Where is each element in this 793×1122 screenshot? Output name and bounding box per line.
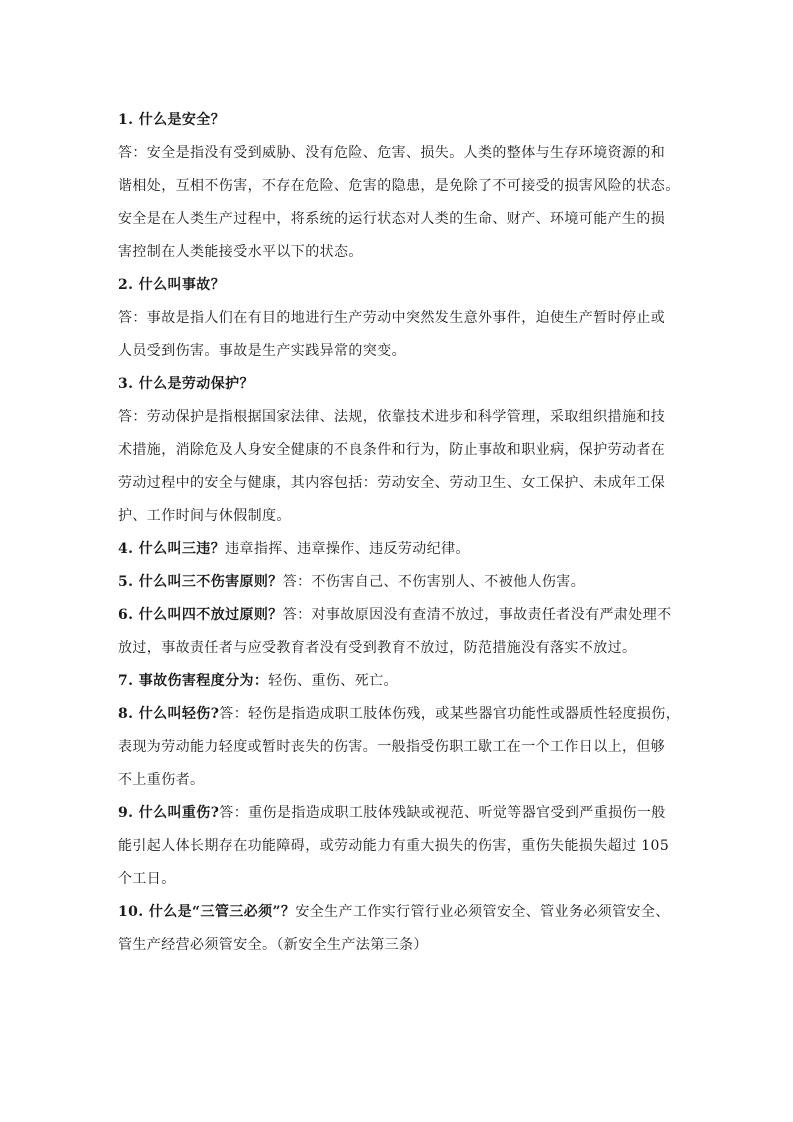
answer-4: 违章指挥、违章操作、违反劳动纪律。 bbox=[225, 541, 470, 557]
answer-7: 轻伤、重伤、死亡。 bbox=[268, 673, 398, 689]
question-10: 10. 什么是“三管三必须”？ bbox=[118, 904, 296, 920]
question-7: 7. 事故伤害程度分为： bbox=[118, 673, 269, 689]
item-7-line bbox=[118, 665, 678, 698]
item-9-line bbox=[118, 797, 678, 830]
item-8-line bbox=[118, 698, 681, 731]
question-6: 6. 什么叫四不放过原则？ bbox=[118, 607, 283, 623]
answer-1-line-1: 答：安全是指没有受到威胁、没有危险、危害、损失。人类的整体与生存环境资源的和 bbox=[118, 145, 666, 161]
question-2: 2. 什么叫事故？ bbox=[118, 277, 226, 293]
question-9: 9. 什么叫重伤? bbox=[118, 805, 220, 821]
answer-1-line-4: 害控制在人类能接受水平以下的状态。 bbox=[118, 244, 363, 260]
answer-3-line-1: 答：劳动保护是指根据国家法律、法规，依靠技术进步和科学管理，采取组织措施和技 bbox=[118, 409, 666, 425]
answer-10-inline: 安全生产工作实行管行业必须管安全、管业务必须管安全、 bbox=[295, 904, 670, 920]
answer-8-line-2: 表现为劳动能力轻度或暂时丧失的伤害。一般指受伤职工歇工在一个工作日以上，但够 bbox=[118, 739, 666, 755]
answer-3-line-3: 劳动过程中的安全与健康，其内容包括：劳动安全、劳动卫生、女工保护、未成年工保 bbox=[118, 475, 666, 491]
answer-5: 答：不伤害自己、不伤害别人、不被他人伤害。 bbox=[282, 574, 586, 590]
question-1: 1. 什么是安全？ bbox=[118, 112, 226, 128]
question-8: 8. 什么叫轻伤? bbox=[118, 706, 220, 722]
item-5-line bbox=[118, 566, 678, 599]
answer-3-line-2: 术措施，消除危及人身安全健康的不良条件和行为，防止事故和职业病，保护劳动者在 bbox=[118, 442, 666, 458]
answer-8-inline: 答：轻伤是指造成职工肢体伤残，或某些器官功能性或器质性轻度损伤， bbox=[219, 706, 681, 722]
answer-2-line-2: 人员受到伤害。事故是生产实践异常的突变。 bbox=[118, 343, 406, 359]
question-5: 5. 什么叫三不伤害原则？ bbox=[118, 574, 283, 590]
question-3: 3. 什么是劳动保护？ bbox=[118, 376, 254, 392]
answer-1-line-3: 安全是在人类生产过程中，将系统的运行状态对人类的生命、财产、环境可能产生的损 bbox=[118, 211, 666, 227]
answer-2-line-1: 答：事故是指人们在有目的地进行生产劳动中突然发生意外事件，迫使生产暂时停止或 bbox=[118, 310, 666, 326]
answer-6-inline: 答：对事故原因没有查清不放过，事故责任者没有严肃处理不 bbox=[282, 607, 672, 623]
item-4-line bbox=[118, 533, 678, 566]
item-10-line bbox=[118, 896, 678, 929]
answer-8-line-3: 不上重伤者。 bbox=[118, 772, 205, 788]
document-page bbox=[118, 104, 681, 962]
answer-9-line-3: 个工日。 bbox=[118, 871, 176, 887]
answer-9-line-2: 能引起人体长期存在功能障碍，或劳动能力有重大损失的伤害，重伤失能损失超过 105 bbox=[118, 838, 670, 854]
question-4: 4. 什么叫三违？ bbox=[118, 541, 226, 557]
answer-3-line-4: 护、工作时间与休假制度。 bbox=[118, 508, 291, 524]
answer-9-inline: 答：重伤是指造成职工肢体残缺或视范、听觉等器官受到严重损伤一般 bbox=[219, 805, 666, 821]
answer-10-line-2: 管生产经营必须管安全。（新安全生产法第三条） bbox=[118, 937, 428, 953]
item-6-line bbox=[118, 599, 678, 632]
answer-1-line-2: 谐相处，互相不伤害，不存在危险、危害的隐患，是免除了不可接受的损害风险的状态。 bbox=[118, 178, 680, 194]
answer-6-line-2: 放过，事故责任者与应受教育者没有受到教育不放过，防范措施没有落实不放过。 bbox=[118, 640, 637, 656]
